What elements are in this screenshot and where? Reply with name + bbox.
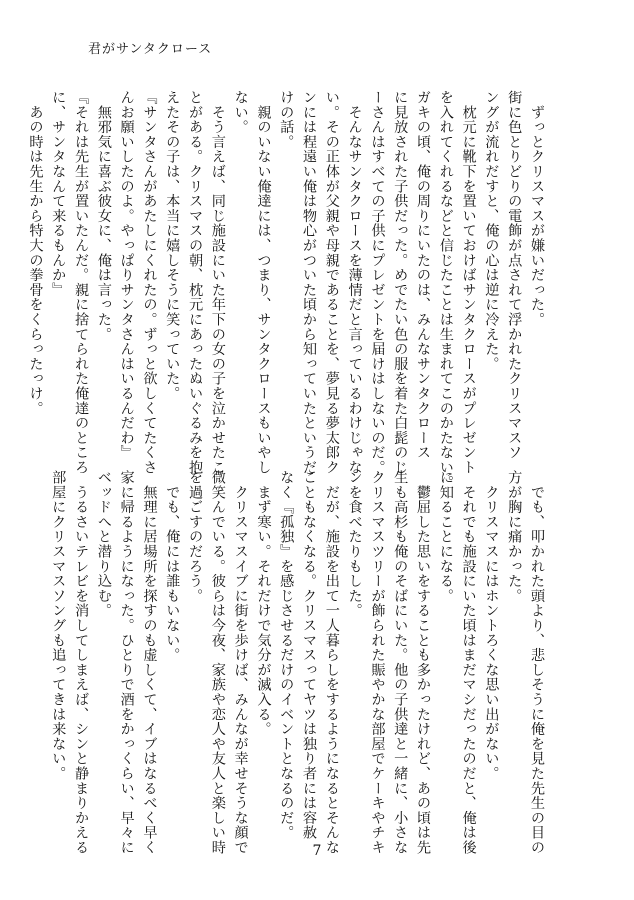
text-line: ない。 — [232, 90, 249, 135]
text-line: だが、施設を出て一人暮らしをするようになるとそんな — [323, 470, 340, 855]
text-line: クリスマスイブに街を歩けば、みんなが幸せそうな顔で — [232, 470, 249, 855]
text-line: を過ごすのだろう。 — [187, 470, 204, 604]
text-line: 方が胸に痛かった。 — [506, 470, 523, 604]
text-line: でも、叩かれた頭より、悲しそうに俺を見た先生の目の — [529, 470, 545, 855]
text-line: なく『孤独』を感じさせるだけのイベントとなるのだ。 — [278, 470, 295, 840]
text-line: 枕元に靴下を置いておけばサンタクロースがプレゼント — [460, 90, 477, 475]
text-line: 『サンタさんがあたしにくれたの。ずっと欲しくてたくさ — [141, 90, 158, 475]
text-line: まず寒い。それだけで気分が滅入る。 — [255, 470, 272, 737]
text-line: 家に帰るようになった。ひとりで酒をかっくらい、早々に — [118, 470, 135, 855]
text-line: い。その正体が父親や母親であることを、夢見る夢太郎ク — [323, 90, 340, 475]
text-line: 親のいない俺達には、つまり、サンタクロースもいやし — [255, 90, 272, 475]
text-line: んお願いしたのよ。やっぱりサンタさんはいるんだわ』 — [118, 90, 135, 460]
text-line: に見放された子供だった。めでたい色の服を着た白髭のじ — [392, 90, 409, 475]
text-block-lower — [50, 470, 548, 855]
text-line: ーさんはすべての子供にプレゼントを届けはしないのだ。 — [369, 90, 386, 475]
text-line: ガキの頃、俺の周りにいたのは、みんなサンタクロース — [415, 90, 432, 460]
text-line: を入れてくれるなどと信じたことは生まれてこのかたない。 — [437, 90, 454, 490]
text-line: ンには程遠い俺は物心がついた頃から知っていたというだ — [301, 90, 318, 475]
text-line: 『それは先生が置いたんだ。親に捨てられた俺達のところ — [73, 90, 90, 475]
text-line: ずっとクリスマスが嫌いだった。 — [529, 90, 545, 327]
text-line: 部屋にクリスマスソングも追ってきは来ない。 — [50, 470, 67, 781]
text-line: 街に色とりどりの電飾が点されて浮かれたクリスマスソ — [506, 90, 523, 460]
text-line: に、サンタなんて来るもんか』 — [50, 90, 67, 298]
text-line: ンを食べたりもした。 — [346, 470, 363, 618]
text-line: そんなサンタクロースを薄情だと言っているわけじゃな — [346, 90, 363, 475]
text-line: クリスマスにはホントろくな思い出がない。 — [483, 470, 500, 781]
text-line: でも、俺には誰もいない。 — [164, 470, 181, 663]
text-line: そう言えば、同じ施設にいた年下の女の子を泣かせたこ — [209, 90, 226, 475]
page-number: 7 — [312, 843, 322, 859]
text-line: に知ることになる。 — [437, 470, 454, 604]
text-line: ングが流れだすと、俺の心は逆に冷えた。 — [483, 90, 500, 372]
text-line: こともなくなる。クリスマスってヤツは独り者には容赦 — [301, 470, 318, 840]
text-line: 鬱屈した思いをすることも多かったけれど、あの頃は先 — [415, 470, 432, 855]
text-line: 微笑んでいる。彼らは今夜、家族や恋人や友人と楽しい時 — [209, 470, 226, 855]
text-block-upper — [27, 90, 548, 490]
text-line: 無邪気に喜ぶ彼女に、俺は言った。 — [95, 90, 112, 342]
text-line: 生も高杉も俺のそばにいた。他の子供達と一緒に、小さな — [392, 470, 409, 855]
text-line: クリスマスツリーが飾られた賑やかな部屋でケーキやチキ — [369, 470, 386, 855]
text-line: 無理に居場所を探すのも虚しくて、イブはなるべく早く — [141, 470, 158, 855]
text-line: えたその子は、本当に嬉しそうに笑っていた。 — [164, 90, 181, 401]
book-title-header: 君がサンタクロース — [88, 42, 213, 57]
text-line: あの時は先生から特大の拳骨をくらったっけ。 — [27, 90, 44, 416]
text-line: とがある。クリスマスの朝、枕元にあったぬいぐるみを抱 — [187, 90, 204, 475]
text-line: うるさいテレビを消してしまえば、シンと静まりかえる — [73, 470, 90, 855]
text-line: けの話。 — [278, 90, 295, 150]
text-line: それでも施設にいた頃はまだマシだったのだと、俺は後 — [460, 470, 477, 855]
text-line: ベッドへと潜り込む。 — [95, 470, 112, 618]
